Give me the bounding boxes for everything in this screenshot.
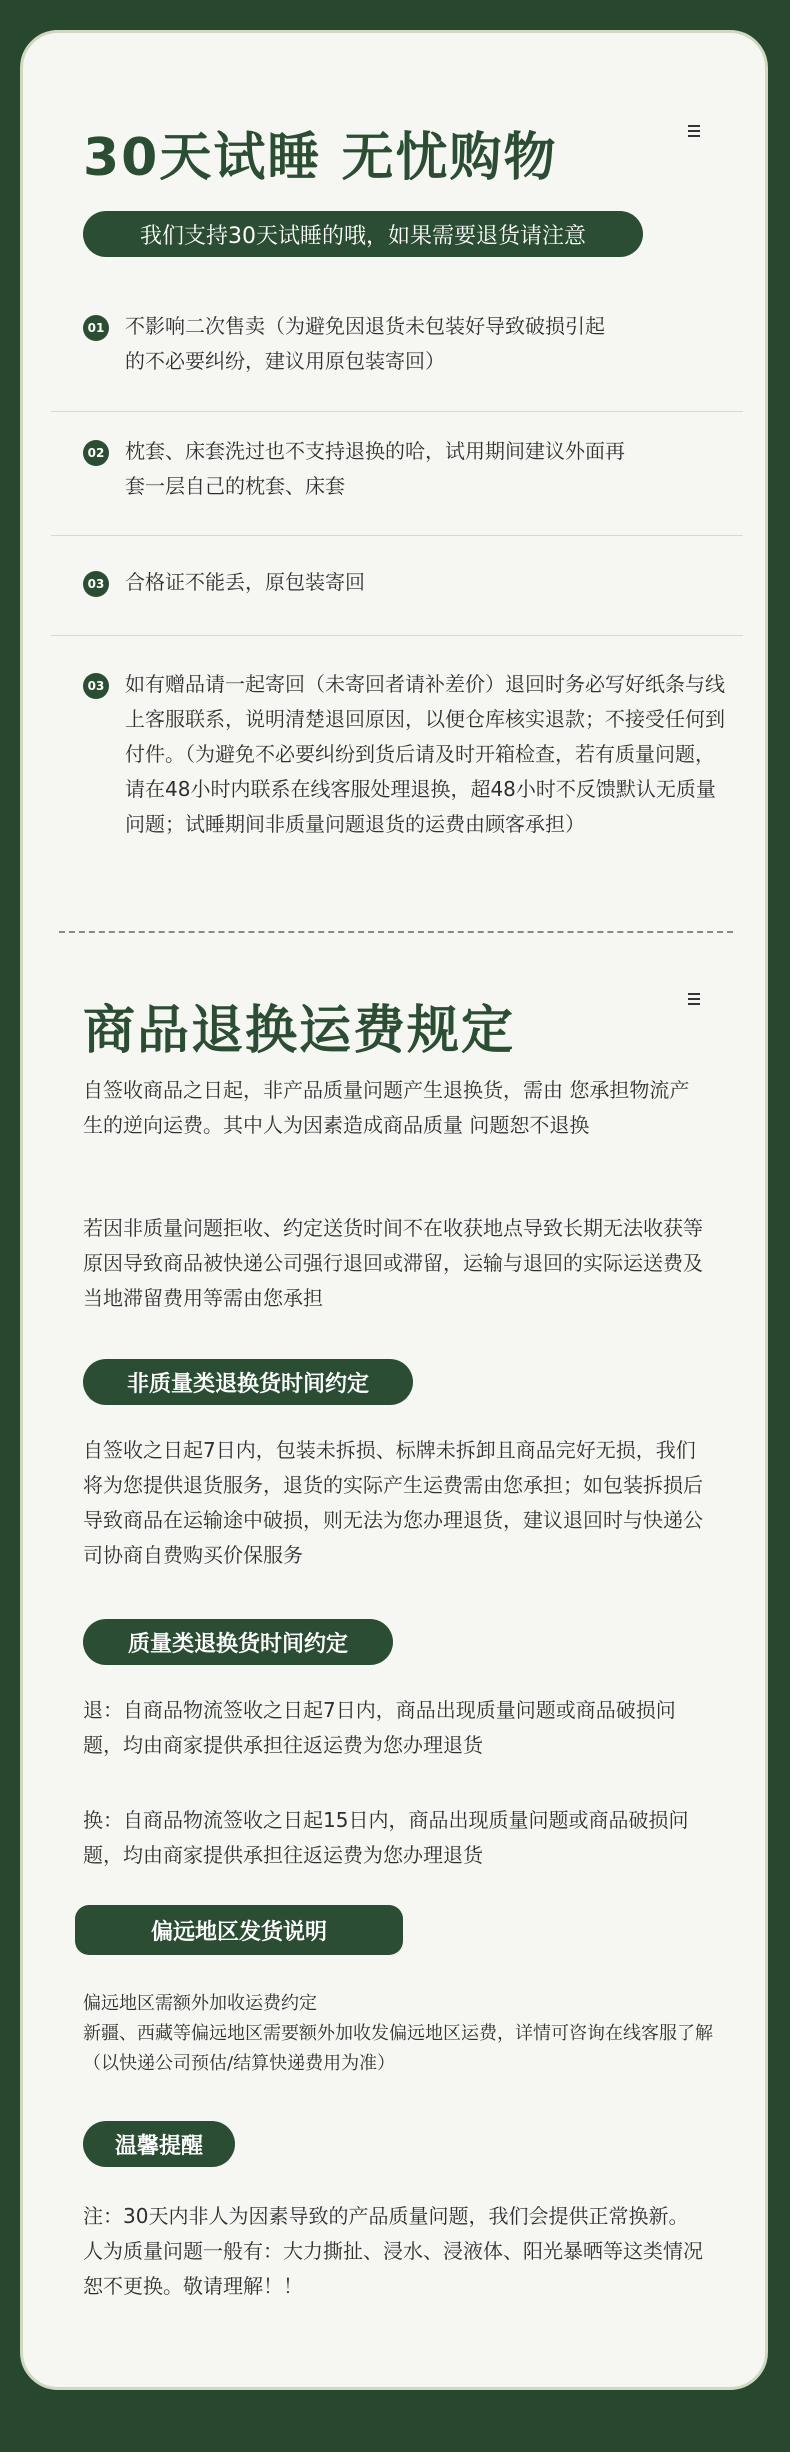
menu-icon[interactable] xyxy=(688,993,700,1005)
item-text: 枕套、床套洗过也不支持退换的哈，试用期间建议外面再套一层自己的枕套、床套 xyxy=(125,439,625,498)
quality-return-text: 退：自商品物流签收之日起7日内，商品出现质量问题或商品破损问题，均由商家提供承担往返运费为您办理退货 xyxy=(83,1698,676,1757)
item-number-badge: 02 xyxy=(83,440,109,466)
shipping-paragraph-1: 自签收商品之日起，非产品质量问题产生退换货，需由 您承担物流产生的逆向运费。其中人为因素造成商品质量 问题恕不退换 xyxy=(83,1078,690,1137)
remote-line-2: 新疆、西藏等偏远地区需要额外加收发偏远地区运费，详情可咨询在线客服了解（以快递公司预估/结算快递费用为准） xyxy=(83,2023,713,2074)
divider xyxy=(51,535,743,536)
shipping-paragraph-2: 若因非质量问题拒收、约定送货时间不在收获地点导致长期无法收获等原因导致商品被快递公司强行退回或滞留，运输与退回的实际运送费及当地滞留费用等需由您承担 xyxy=(83,1216,703,1310)
quality-heading: 质量类退换货时间约定 xyxy=(83,1619,393,1665)
item-text: 合格证不能丢，原包装寄回 xyxy=(125,570,365,594)
remote-line-1: 偏远地区需额外加收运费约定 xyxy=(83,1993,317,2014)
shipping-rules-title: 商品退换运费规定 xyxy=(83,1001,516,1061)
non-quality-text: 自签收之日起7日内，包装未拆损、标牌未拆卸且商品完好无损，我们将为您提供退货服务，退货的实际产生运费需由您承担；如包装拆损后导致商品在运输途中破损，则无法为您办理退货，建议退回时与快递公司协商自费购买价保服务 xyxy=(83,1438,703,1567)
trial-title: 30天试睡 无忧购物 xyxy=(83,128,558,188)
item-number-badge: 01 xyxy=(83,315,109,341)
trial-banner: 我们支持30天试睡的哦，如果需要退货请注意 xyxy=(83,211,643,257)
content-card xyxy=(20,30,768,2390)
item-text: 不影响二次售卖（为避免因退货未包装好导致破损引起的不必要纠纷，建议用原包装寄回） xyxy=(125,314,605,373)
item-text: 如有赠品请一起寄回（未寄回者请补差价）退回时务必写好纸条与线上客服联系，说明清楚退回原因，以便仓库核实退款；不接受任何到付件。（为避免不必要纠纷到货后请及时开箱检查，若有质量问题，请在48小时内联系在线客服处理退换，超48小时不反馈默认无质量问题；试睡期间非质量问题退货的运费由顾客承担） xyxy=(125,672,725,836)
divider xyxy=(51,411,743,412)
section-divider xyxy=(59,931,733,933)
menu-icon[interactable] xyxy=(688,125,700,137)
item-number-badge: 03 xyxy=(83,571,109,597)
non-quality-heading: 非质量类退换货时间约定 xyxy=(83,1359,413,1405)
remote-heading: 偏远地区发货说明 xyxy=(75,1905,403,1955)
quality-exchange-text: 换：自商品物流签收之日起15日内，商品出现质量问题或商品破损问题，均由商家提供承担往返运费为您办理退货 xyxy=(83,1808,689,1867)
reminder-heading: 温馨提醒 xyxy=(83,2121,235,2167)
reminder-text: 注：30天内非人为因素导致的产品质量问题，我们会提供正常换新。人为质量问题一般有：大力撕扯、浸水、浸液体、阳光暴晒等这类情况恕不更换。敬请理解！！ xyxy=(83,2204,703,2298)
item-number-badge: 03 xyxy=(83,673,109,699)
divider xyxy=(51,635,743,636)
